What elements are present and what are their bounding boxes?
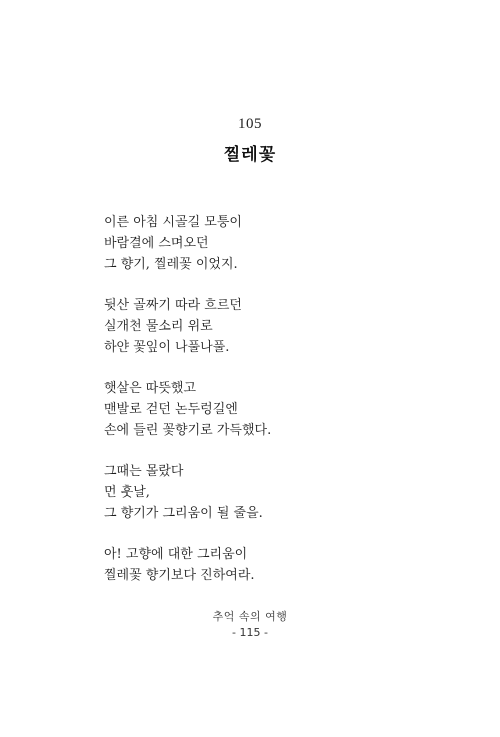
poem-line: 실개천 물소리 위로 — [104, 319, 213, 334]
poem-line: 손에 들린 꽃향기로 가득했다. — [104, 423, 272, 438]
poem-number: 105 — [238, 116, 262, 132]
poem-line: 먼 훗날, — [104, 485, 150, 500]
stanza-4 — [104, 461, 424, 524]
poem-line: 바람결에 스며오던 — [104, 236, 209, 251]
page-number: - 115 - — [232, 626, 268, 639]
poem-line: 아! 고향에 대한 그리움이 — [104, 547, 248, 562]
poem-line: 햇살은 따뜻했고 — [104, 381, 197, 396]
poem-line: 맨발로 걷던 논두렁길엔 — [104, 402, 238, 417]
poem-body — [104, 212, 424, 606]
poem-line: 그 향기, 찔레꽃 이었지. — [104, 257, 238, 272]
stanza-2 — [104, 295, 424, 358]
poem-line: 그때는 몰랐다 — [104, 464, 184, 479]
poem-line: 뒷산 골짜기 따라 흐르던 — [104, 298, 242, 313]
poem-line: 이른 아침 시골길 모퉁이 — [104, 215, 242, 230]
poem-line: 그 향기가 그리움이 될 줄을. — [104, 506, 263, 521]
poem-line: 찔레꽃 향기보다 진하여라. — [104, 568, 255, 583]
poem-line: 하얀 꽃잎이 나풀나풀. — [104, 340, 230, 355]
stanza-5 — [104, 544, 424, 586]
stanza-3 — [104, 378, 424, 441]
book-title: 추억 속의 여행 — [212, 610, 288, 623]
poem-title: 찔레꽃 — [223, 145, 277, 165]
page-footer — [0, 609, 500, 641]
stanza-1 — [104, 212, 424, 275]
